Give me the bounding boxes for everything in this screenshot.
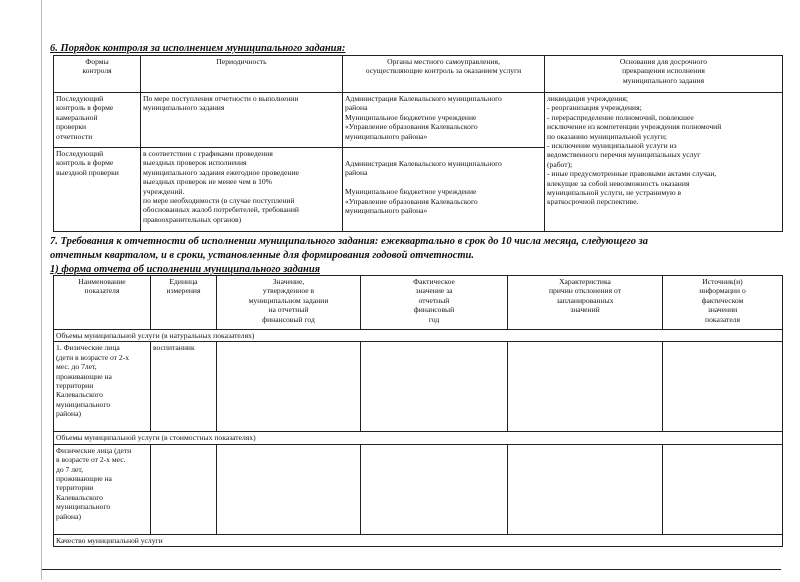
header-grounds: Основания для досрочного прекращения исполнения муниципального задания: [545, 56, 783, 93]
control-table-header: [54, 56, 783, 93]
scan-bottom-line: [42, 569, 781, 570]
scan-edge-line: [41, 0, 42, 580]
report-table-header: [54, 276, 783, 330]
header-deviation-reasons: Характеристика причин отклонения от запланированных значений: [508, 276, 663, 330]
control-organs-cell: Администрация Калевальского муниципального района Муниципальное бюджетное учреждение «Управление образования Калевальского муниципального района»: [343, 93, 545, 148]
header-indicator-name: Наименование показателя: [54, 276, 151, 330]
indicator-name-cell: 1. Физические лица (дети в возрасте от 2-х мес. до 7лет, проживающие на территории Калевальского муниципального района): [54, 342, 151, 432]
unit-cell: воспитанник: [151, 342, 217, 432]
actual-value-cell: [361, 342, 508, 432]
header-approved-value: Значение, утвержденное в муниципальном задании на отчетный финансовый год: [217, 276, 361, 330]
header-unit: Единица измерения: [151, 276, 217, 330]
group-cost-volume: Объемы муниципальной услуги (в стоимостных показателях): [54, 432, 783, 444]
table-row: [54, 342, 783, 432]
unit-cell: [151, 444, 217, 534]
group-quality: Качество муниципальной услуги: [54, 534, 783, 546]
group-natural-volume: Объемы муниципальной услуги (в натуральных показателях): [54, 330, 783, 342]
deviation-reasons-cell: [508, 444, 663, 534]
report-form-subtitle: 1) форма отчета об исполнении муниципального задания: [50, 264, 321, 275]
control-row: [54, 93, 783, 148]
header-organs: Органы местного самоуправления, осуществляющие контроль за оказанием услуги: [343, 56, 545, 93]
header-info-source: Источник(и) информации о фактическом значении показателя: [663, 276, 783, 330]
section7-title-line2: отчетным кварталом, и в сроки, установленные для формирования годовой отчетности.: [50, 250, 475, 261]
control-organs-cell: Администрация Калевальского муниципального района Муниципальное бюджетное учреждение «Управление образования Калевальского муниципального района»: [343, 148, 545, 232]
header-actual-value: Фактическое значение за отчетный финансовый год: [361, 276, 508, 330]
header-period: Периодичность: [141, 56, 343, 93]
header-forms: Формы контроля: [54, 56, 141, 93]
section7-title-line1: 7. Требования к отчетности об исполнении муниципального задания: ежеквартально в срок до 10 числа месяца, следующего за: [50, 236, 648, 247]
approved-value-cell: [217, 342, 361, 432]
info-source-cell: [663, 444, 783, 534]
report-table: [53, 275, 783, 547]
deviation-reasons-cell: [508, 342, 663, 432]
table-group-row: [54, 330, 783, 342]
actual-value-cell: [361, 444, 508, 534]
indicator-name-cell: Физические лица (дети в возрасте от 2-х мес. до 7 лет, проживающие на территории Калевальского муниципального района): [54, 444, 151, 534]
grounds-cell: ликвидация учреждения; - реорганизация учреждения; - перераспределение полномочий, повлекшее исключение из компетенции учреждения полномочий по оказанию муниципальной услуги; - исключение муниципальной услуги из ведомственного перечня муниципальных услуг (работ); - иные предусмотренные правовыми актами случаи, влекущие за собой невозможность оказания муниципальной услуги, не устранимую в краткосрочной перспективе.: [545, 93, 783, 232]
approved-value-cell: [217, 444, 361, 534]
table-row: [54, 444, 783, 534]
control-period-cell: в соответствии с графиками проведения выездных проверок исполнения муниципального задания ежегодное проведение выездных проверок не менее чем в 10% учреждений. по мере необходимости (в случае поступлений обоснованных жалоб потребителей, требований правоохранительных органов): [141, 148, 343, 232]
info-source-cell: [663, 342, 783, 432]
control-form-cell: Последующий контроль в форме камеральной проверки отчетности: [54, 93, 141, 148]
table-group-row: [54, 432, 783, 444]
control-table: [53, 55, 783, 232]
control-period-cell: По мере поступления отчетности о выполнении муниципального задания: [141, 93, 343, 148]
section6-title: 6. Порядок контроля за исполнением муниципального задания:: [50, 43, 346, 54]
control-form-cell: Последующий контроль в форме выездной проверки: [54, 148, 141, 232]
table-group-row: [54, 534, 783, 546]
